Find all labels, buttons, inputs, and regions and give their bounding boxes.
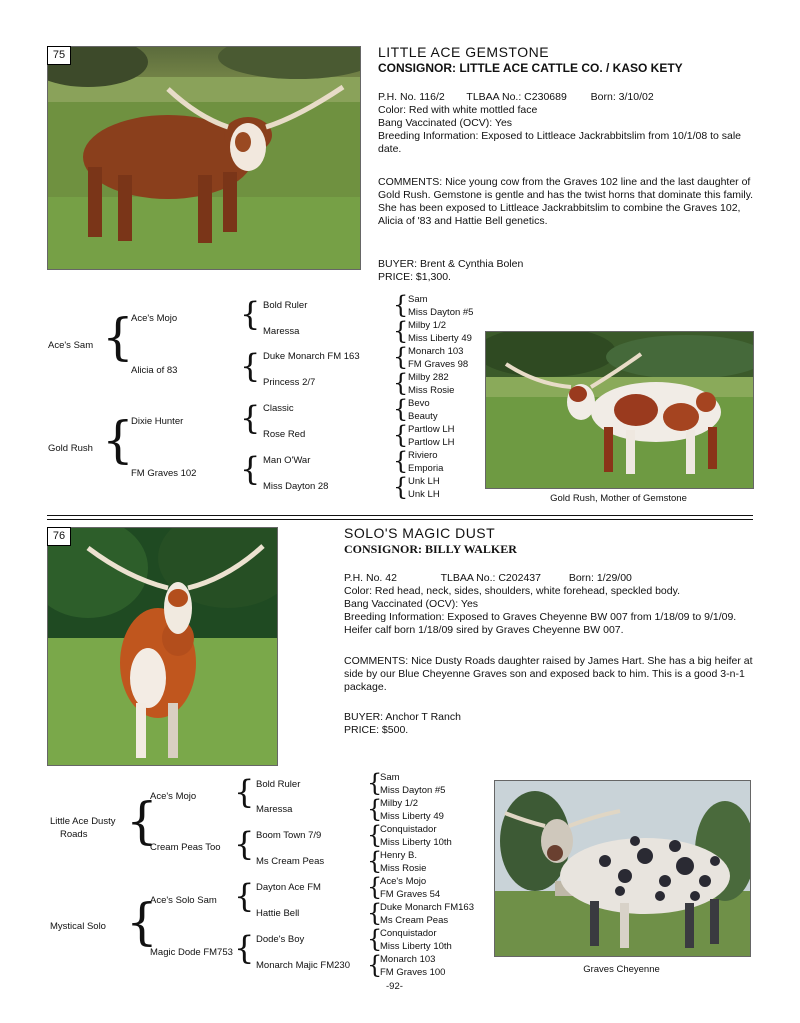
brace: { [240,399,261,437]
pedigree-gen4: FM Graves 100 [380,967,446,978]
tlbaa-number: TLBAA No.: C202437 [440,572,541,584]
pedigree-gen4: Monarch 103 [408,346,464,357]
brace: { [240,347,261,385]
page-number: -92- [386,981,403,992]
brace: { [234,825,255,863]
pedigree-gen4: Miss Liberty 10th [380,837,452,848]
divider [47,515,753,516]
cow-photo-gold-rush [486,332,753,488]
pedigree-dam: Mystical Solo [50,921,106,932]
photo-caption: Graves Cheyenne [583,964,660,975]
pedigree-gen4: Ms Cream Peas [380,915,449,926]
bang-vaccinated: Bang Vaccinated (OCV): Yes [378,117,513,129]
pedigree-gen2: Cream Peas Too [150,842,221,853]
pedigree-gen3: Maressa [263,326,300,337]
pedigree-gen4: Miss Rosie [408,385,455,396]
lot-details [378,91,758,156]
pedigree-gen4: Duke Monarch FM163 [380,902,474,913]
brace: { [240,295,261,333]
brace: { [393,447,409,475]
pedigree-gen4: Conquistador [380,824,437,835]
divider [47,519,753,520]
pedigree-gen4: Miss Dayton #5 [408,307,474,318]
pedigree-gen4: Milby 1/2 [380,798,419,809]
ph-number: P.H. No. 42 [344,572,397,584]
brace: { [240,450,261,488]
color-description: Color: Red head, neck, sides, shoulders, white forehead, speckled body. [344,585,680,597]
pedigree-gen3: Dayton Ace FM [256,882,321,893]
brace: { [367,899,383,927]
pedigree-gen4: Unk LH [408,489,440,500]
pedigree-gen3: Maressa [256,804,293,815]
brace: { [367,847,383,875]
cow-photo-magic-dust [48,528,277,765]
pedigree-gen3: Princess 2/7 [263,377,316,388]
pedigree-gen3: Bold Ruler [256,779,301,790]
brace: { [367,795,383,823]
pedigree-gen4: Riviero [408,450,438,461]
bull-photo-graves-cheyenne [495,781,750,956]
pedigree-gen4: Milby 1/2 [408,320,447,331]
pedigree-gen2: Ace's Mojo [150,791,197,802]
brace: { [126,792,158,850]
brace: { [393,395,409,423]
pedigree-gen4: Partlow LH [408,424,455,435]
pedigree-gen4: Sam [408,294,428,305]
pedigree-gen4: Beauty [408,411,438,422]
consignor: CONSIGNOR: LITTLE ACE CATTLE CO. / KASO KETY [378,61,683,75]
price: PRICE: $500. [344,724,409,736]
pedigree-gen3: Monarch Majic FM230 [256,960,350,971]
pedigree-gen4: Sam [380,772,400,783]
lot-title: SOLO'S MAGIC DUST [344,525,496,541]
brace: { [367,951,383,979]
brace: { [367,925,383,953]
pedigree-gen3: Duke Monarch FM 163 [263,351,360,362]
pedigree-gen4: Miss Rosie [380,863,427,874]
pedigree-gen3: Hattie Bell [256,908,300,919]
brace: { [393,421,409,449]
graves-cheyenne-photo [494,780,751,957]
tlbaa-number: TLBAA No.: C230689 [466,91,567,103]
bang-vaccinated: Bang Vaccinated (OCV): Yes [344,598,479,610]
pedigree-sire: Ace's Sam [48,340,94,351]
brace: { [393,317,409,345]
brace: { [393,369,409,397]
photo-caption: Gold Rush, Mother of Gemstone [550,493,687,504]
color-description: Color: Red with white mottled face [378,104,538,116]
lot-title: LITTLE ACE GEMSTONE [378,44,550,60]
pedigree-gen3: Man O'War [263,455,311,466]
brace: { [102,411,134,469]
gold-rush-photo [485,331,754,489]
pedigree-gen2: FM Graves 102 [131,468,197,479]
pedigree-gen4: Emporia [408,463,444,474]
pedigree-gen3: Classic [263,403,294,414]
gemstone-photo [47,46,361,270]
pedigree-gen4: Bevo [408,398,430,409]
born-date: Born: 3/10/02 [590,91,654,103]
pedigree-gen3: Bold Ruler [263,300,308,311]
pedigree-gen4: FM Graves 98 [408,359,469,370]
brace: { [393,343,409,371]
buyer: BUYER: Anchor T Ranch [344,711,461,723]
pedigree-sire: Roads [60,829,88,840]
ph-number: P.H. No. 116/2 [378,91,445,103]
brace: { [234,773,255,811]
pedigree-gen2: Magic Dode FM753 [150,947,233,958]
lot-number-badge: 75 [47,46,71,65]
brace: { [393,473,409,501]
pedigree-gen4: Miss Dayton #5 [380,785,446,796]
pedigree-gen2: Dixie Hunter [131,416,184,427]
cow-photo-gemstone [48,47,360,269]
lot-number-badge: 76 [47,527,71,546]
brace: { [102,308,134,366]
brace: { [393,291,409,319]
price: PRICE: $1,300. [378,271,451,283]
pedigree-gen2: Ace's Solo Sam [150,895,217,906]
brace: { [367,873,383,901]
pedigree-gen3: Ms Cream Peas [256,856,325,867]
pedigree-gen4: Miss Liberty 49 [408,333,472,344]
pedigree-gen4: Miss Liberty 49 [380,811,444,822]
pedigree-gen4: Miss Liberty 10th [380,941,452,952]
pedigree-dam: Gold Rush [48,443,93,454]
pedigree-gen4: Partlow LH [408,437,455,448]
breeding-info: Breeding Information: Exposed to Graves Cheyenne BW 007 from 1/18/09 to 9/1/09. Heifer calf born 1/18/09 sired by Graves Cheyenne BW 007. [344,611,737,636]
brace: { [126,893,158,951]
comments: COMMENTS: Nice Dusty Roads daughter raised by James Hart. She has a big heifer at side by our Blue Cheyenne Graves son and exposed back to him. This is a good 3-n-1 package. [344,655,753,693]
brace: { [234,877,255,915]
pedigree-gen4: Milby 282 [408,372,449,383]
magic-dust-photo [47,527,278,766]
pedigree-gen4: Unk LH [408,476,440,487]
pedigree-gen4: Conquistador [380,928,437,939]
pedigree-gen3: Miss Dayton 28 [263,481,329,492]
lot-details [344,572,756,637]
pedigree-gen4: FM Graves 54 [380,889,441,900]
pedigree-gen2: Ace's Mojo [131,313,178,324]
pedigree-gen3: Rose Red [263,429,306,440]
comments: COMMENTS: Nice young cow from the Graves 102 line and the last daughter of Gold Rush. Gemstone is gentle and has the twist horns that dominate this family. She has been exposed to Littleace Jackrabbitslim to combine the Graves 102, Alicia of '83 and Hattie Bell genetics. [378,176,754,227]
brace: { [367,769,383,797]
pedigree-gen3: Dode's Boy [256,934,305,945]
pedigree-sire: Little Ace Dusty [50,816,116,827]
pedigree-gen2: Alicia of 83 [131,365,178,376]
pedigree-gen4: Monarch 103 [380,954,436,965]
brace: { [367,821,383,849]
pedigree-gen4: Henry B. [380,850,417,861]
brace: { [234,929,255,967]
born-date: Born: 1/29/00 [568,572,632,584]
pedigree-gen4: Ace's Mojo [380,876,427,887]
breeding-info: Breeding Information: Exposed to Littleace Jackrabbitslim from 10/1/08 to sale date. [378,130,742,155]
buyer: BUYER: Brent & Cynthia Bolen [378,258,524,270]
consignor: CONSIGNOR: BILLY WALKER [344,542,517,556]
pedigree-gen3: Boom Town 7/9 [256,830,322,841]
